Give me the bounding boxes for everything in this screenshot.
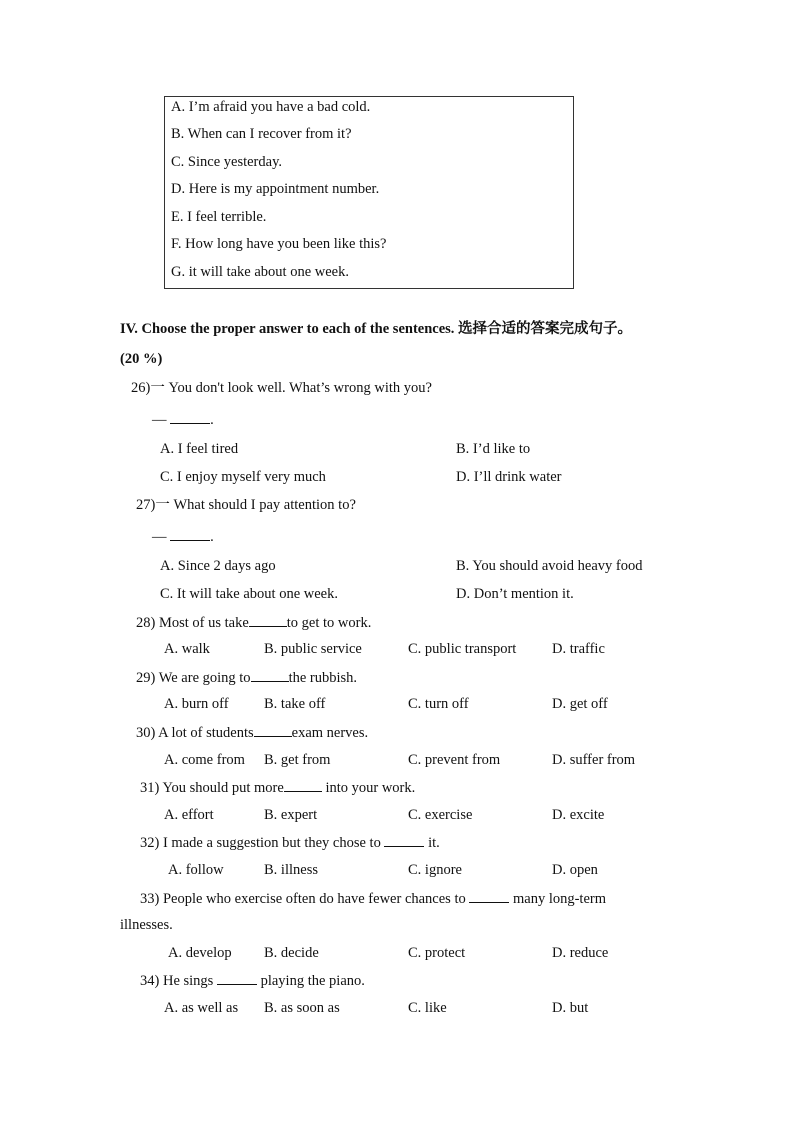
option-b: B. decide [264, 945, 319, 961]
dash-mark: 一 [150, 380, 165, 396]
stem-part: People who exercise often do have fewer chances to [162, 891, 466, 907]
answer-blank [251, 668, 289, 682]
question-number: 33) [140, 891, 160, 907]
option-d: D. traffic [552, 641, 605, 657]
option-a: A. walk [164, 641, 210, 657]
option-d: D. I’ll drink water [456, 469, 562, 485]
stem-part: the rubbish. [288, 670, 358, 686]
option-a: A. effort [164, 807, 214, 823]
question-28 [136, 613, 371, 632]
option-c: C. I enjoy myself very much [160, 469, 326, 485]
section-title-en: IV. Choose the proper answer to each of the sentences. [120, 321, 455, 337]
stem-part: exam nerves. [291, 725, 369, 741]
box-option-f: F. How long have you been like this? [171, 236, 387, 252]
question-number: 32) [140, 835, 160, 851]
option-a: A. follow [168, 862, 224, 878]
option-d: D. excite [552, 807, 605, 823]
question-34 [140, 971, 365, 990]
box-option-g: G. it will take about one week. [171, 264, 349, 280]
option-d: D. but [552, 1000, 589, 1016]
question-number: 34) [140, 973, 160, 989]
option-c: C. protect [408, 945, 466, 961]
option-c: C. public transport [408, 641, 517, 657]
box-option-d: D. Here is my appointment number. [171, 181, 380, 197]
section-title-cn: 选择合适的答案完成句子。 [458, 321, 633, 337]
dash-mark: — [152, 412, 167, 428]
option-a: A. come from [164, 752, 245, 768]
question-number: 29) [136, 670, 156, 686]
option-a: A. I feel tired [160, 441, 239, 457]
stem-part: He sings [162, 973, 214, 989]
question-33 [140, 889, 606, 908]
answer-blank [249, 613, 287, 627]
stem-part: You should put more [162, 780, 284, 796]
option-b: B. as soon as [264, 1000, 340, 1016]
option-d: D. reduce [552, 945, 609, 961]
option-a: A. develop [168, 945, 232, 961]
option-d: D. suffer from [552, 752, 636, 768]
section-heading [120, 320, 632, 338]
option-c: C. ignore [408, 862, 462, 878]
question-number: 30) [136, 725, 156, 741]
question-stem: You don't look well. What’s wrong with you? [168, 380, 432, 396]
question-30 [136, 723, 368, 742]
option-c: C. It will take about one week. [160, 586, 338, 602]
answer-blank [254, 723, 292, 737]
stem-part: it. [428, 835, 440, 851]
dash-mark: 一 [155, 497, 170, 513]
answer-blank [384, 833, 424, 847]
question-29 [136, 668, 357, 687]
stem-part: I made a suggestion but they chose to [162, 835, 381, 851]
stem-part: We are going to [158, 670, 251, 686]
question-number: 28) [136, 615, 156, 631]
option-b: B. take off [264, 696, 326, 712]
stem-part: many long-term [512, 891, 607, 907]
option-a: A. burn off [164, 696, 229, 712]
question-number: 27) [136, 497, 156, 513]
option-d: D. open [552, 862, 598, 878]
answer-blank [170, 410, 210, 424]
stem-part: A lot of students [158, 725, 254, 741]
dash-mark: — [152, 529, 167, 545]
section-points: (20 %) [120, 351, 163, 367]
question-27 [136, 496, 356, 514]
stem-part: Most of us take [158, 615, 249, 631]
answer-blank [469, 889, 509, 903]
option-b: B. get from [264, 752, 331, 768]
question-26 [131, 379, 432, 397]
question-number: 31) [140, 780, 160, 796]
box-option-a: A. I’m afraid you have a bad cold. [171, 99, 371, 115]
question-stem: What should I pay attention to? [173, 497, 356, 513]
option-b: B. You should avoid heavy food [456, 558, 643, 574]
option-b: B. I’d like to [456, 441, 531, 457]
option-a: A. Since 2 days ago [160, 558, 276, 574]
option-a: A. as well as [164, 1000, 239, 1016]
answer-blank [284, 778, 322, 792]
box-option-c: C. Since yesterday. [171, 154, 283, 170]
option-c: C. prevent from [408, 752, 501, 768]
option-b: B. expert [264, 807, 318, 823]
answer-blank [170, 527, 210, 541]
question-26-reply: — . [152, 412, 214, 428]
option-c: C. like [408, 1000, 447, 1016]
question-31 [140, 778, 415, 797]
box-option-e: E. I feel terrible. [171, 209, 267, 225]
answer-blank [217, 971, 257, 985]
option-b: B. public service [264, 641, 362, 657]
question-27-reply: — . [152, 529, 214, 545]
question-number: 26) [131, 380, 151, 396]
stem-part: to get to work. [286, 615, 372, 631]
box-option-b: B. When can I recover from it? [171, 126, 352, 142]
option-c: C. exercise [408, 807, 473, 823]
option-c: C. turn off [408, 696, 469, 712]
option-d: D. Don’t mention it. [456, 586, 574, 602]
option-d: D. get off [552, 696, 608, 712]
stem-part: into your work. [325, 780, 416, 796]
question-33-continuation: illnesses. [120, 917, 173, 933]
option-b: B. illness [264, 862, 318, 878]
question-32 [140, 833, 440, 852]
stem-part: playing the piano. [260, 973, 365, 989]
